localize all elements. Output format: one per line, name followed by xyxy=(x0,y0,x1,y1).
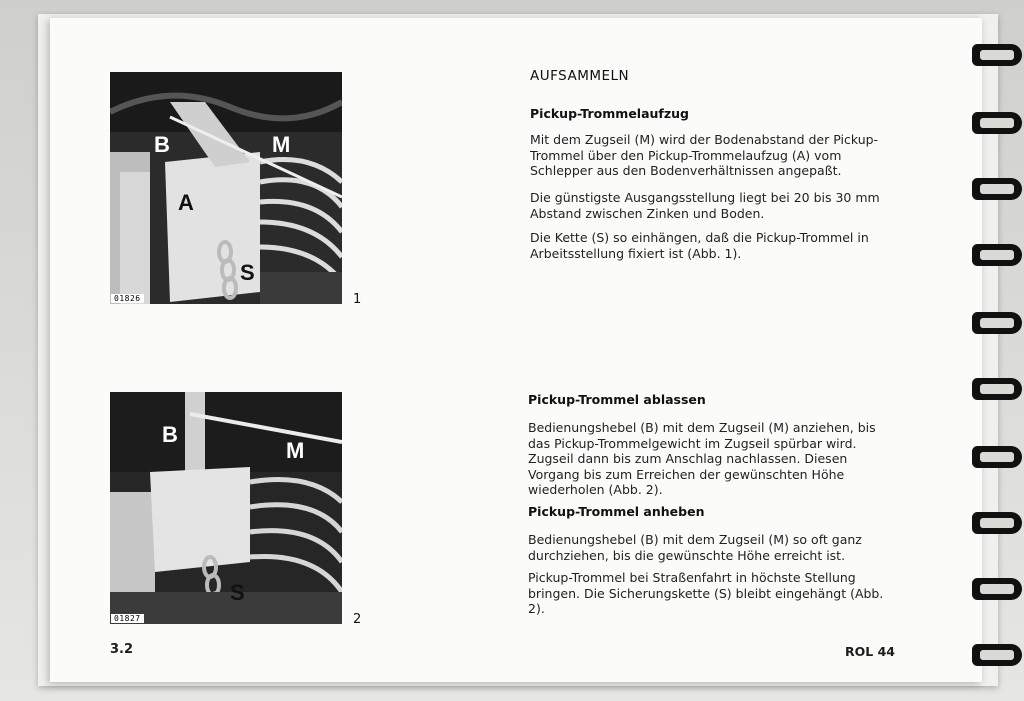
label-a-fig1: A xyxy=(178,190,194,215)
binding-ring xyxy=(968,638,1024,672)
figure-number-2: 2 xyxy=(353,612,362,627)
label-m-fig2: M xyxy=(286,438,305,463)
label-b-fig1: B xyxy=(154,132,170,157)
document-code: ROL 44 xyxy=(845,644,895,659)
spiral-binding xyxy=(968,20,1024,690)
binding-ring xyxy=(968,306,1024,340)
binding-ring xyxy=(968,506,1024,540)
paragraph-3-2: Pickup-Trommel bei Straßenfahrt in höchste Stellung bringen. Die Sicherungskette (S) bleibt eingehängt (Abb. 2). xyxy=(528,570,884,616)
paragraph-1-2: Die günstigste Ausgangsstellung liegt bei 20 bis 30 mm Abstand zwischen Zinken und Boden. xyxy=(530,190,880,221)
binding-ring xyxy=(968,106,1024,140)
photo-id-2: 01827 xyxy=(111,614,144,623)
photo-id-1: 01826 xyxy=(111,294,144,303)
label-b-fig2: B xyxy=(162,422,178,447)
label-s-fig2: S xyxy=(230,580,245,605)
subheading-anheben: Pickup-Trommel anheben xyxy=(528,504,705,519)
page-number: 3.2 xyxy=(110,642,134,657)
figure-number-1: 1 xyxy=(353,292,362,307)
paragraph-3-1: Bedienungshebel (B) mit dem Zugseil (M) so oft ganz durchziehen, bis die gewünschte Höhe erreicht ist. xyxy=(528,532,862,563)
label-s-fig1: S xyxy=(240,260,255,285)
subheading-ablassen: Pickup-Trommel ablassen xyxy=(528,392,706,407)
figure-1-photo xyxy=(110,72,342,304)
subheading-trommelaufzug: Pickup-Trommelaufzug xyxy=(530,106,689,121)
section-heading: AUFSAMMELN xyxy=(530,68,630,84)
paragraph-1-3: Die Kette (S) so einhängen, daß die Pickup-Trommel in Arbeitsstellung fixiert ist (Abb. 1). xyxy=(530,230,869,261)
manual-page xyxy=(50,18,982,682)
paragraph-2-1: Bedienungshebel (B) mit dem Zugseil (M) anziehen, bis das Pickup-Trommelgewicht im Zugseil spürbar wird. Zugseil dann bis zum Anschlag nachlassen. Diesen Vorgang bis zum Erreichen der gewünschten Höhe wiederholen (Abb. 2). xyxy=(528,420,876,497)
binding-ring xyxy=(968,572,1024,606)
binding-ring xyxy=(968,238,1024,272)
binding-ring xyxy=(968,372,1024,406)
binding-ring xyxy=(968,172,1024,206)
paragraph-1-1: Mit dem Zugseil (M) wird der Bodenabstand der Pickup-Trommel über den Pickup-Trommelaufzug (A) vom Schlepper aus den Bodenverhältnissen angepaßt. xyxy=(530,132,879,178)
label-m-fig1: M xyxy=(272,132,291,157)
binding-ring xyxy=(968,440,1024,474)
binding-ring xyxy=(968,38,1024,72)
figure-2-photo xyxy=(110,392,342,624)
